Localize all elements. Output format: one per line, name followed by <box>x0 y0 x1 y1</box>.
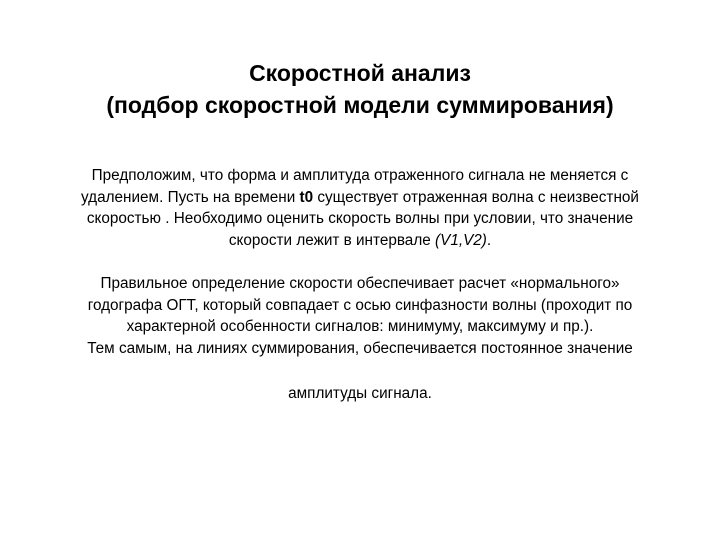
title-line-2: (подбор скоростной модели суммирования) <box>106 92 614 118</box>
paragraph-line: амплитуды сигнала. <box>288 385 432 402</box>
paragraph-line: Правильное определение скорости обеспечивает расчет «нормального» <box>100 275 620 292</box>
slide-title <box>20 57 700 121</box>
paragraph-line: Предположим, что форма и амплитуда отраженного сигнала не меняется с <box>91 167 629 184</box>
paragraph-definition <box>18 273 702 359</box>
paragraph-line: характерной особенности сигналов: минимуму, максимуму и пр.). <box>126 318 594 335</box>
text-segment: удалением. Пусть на времени <box>81 188 300 206</box>
text-segment: существует отраженная волна с неизвестной <box>313 188 639 206</box>
paragraph-line: скоростью . Необходимо оценить скорость волны при условии, что значение <box>86 210 634 227</box>
time-t0: t0 <box>299 188 314 206</box>
paragraph-line <box>18 187 702 209</box>
text-segment: . <box>486 231 492 249</box>
title-line-1: Скоростной анализ <box>249 60 471 86</box>
paragraph-line: годографа ОГТ, который совпадает с осью синфазности волны (проходит по <box>87 296 633 314</box>
paragraph-line: Тем самым, на линиях суммирования, обеспечивается постоянное значение <box>87 339 633 357</box>
velocity-interval: (V1,V2) <box>435 231 487 249</box>
paragraph-amplitude <box>18 383 702 405</box>
text-segment: скорости лежит в интервале <box>228 231 436 249</box>
paragraph-line <box>18 230 702 252</box>
paragraph-assumption <box>18 165 702 251</box>
